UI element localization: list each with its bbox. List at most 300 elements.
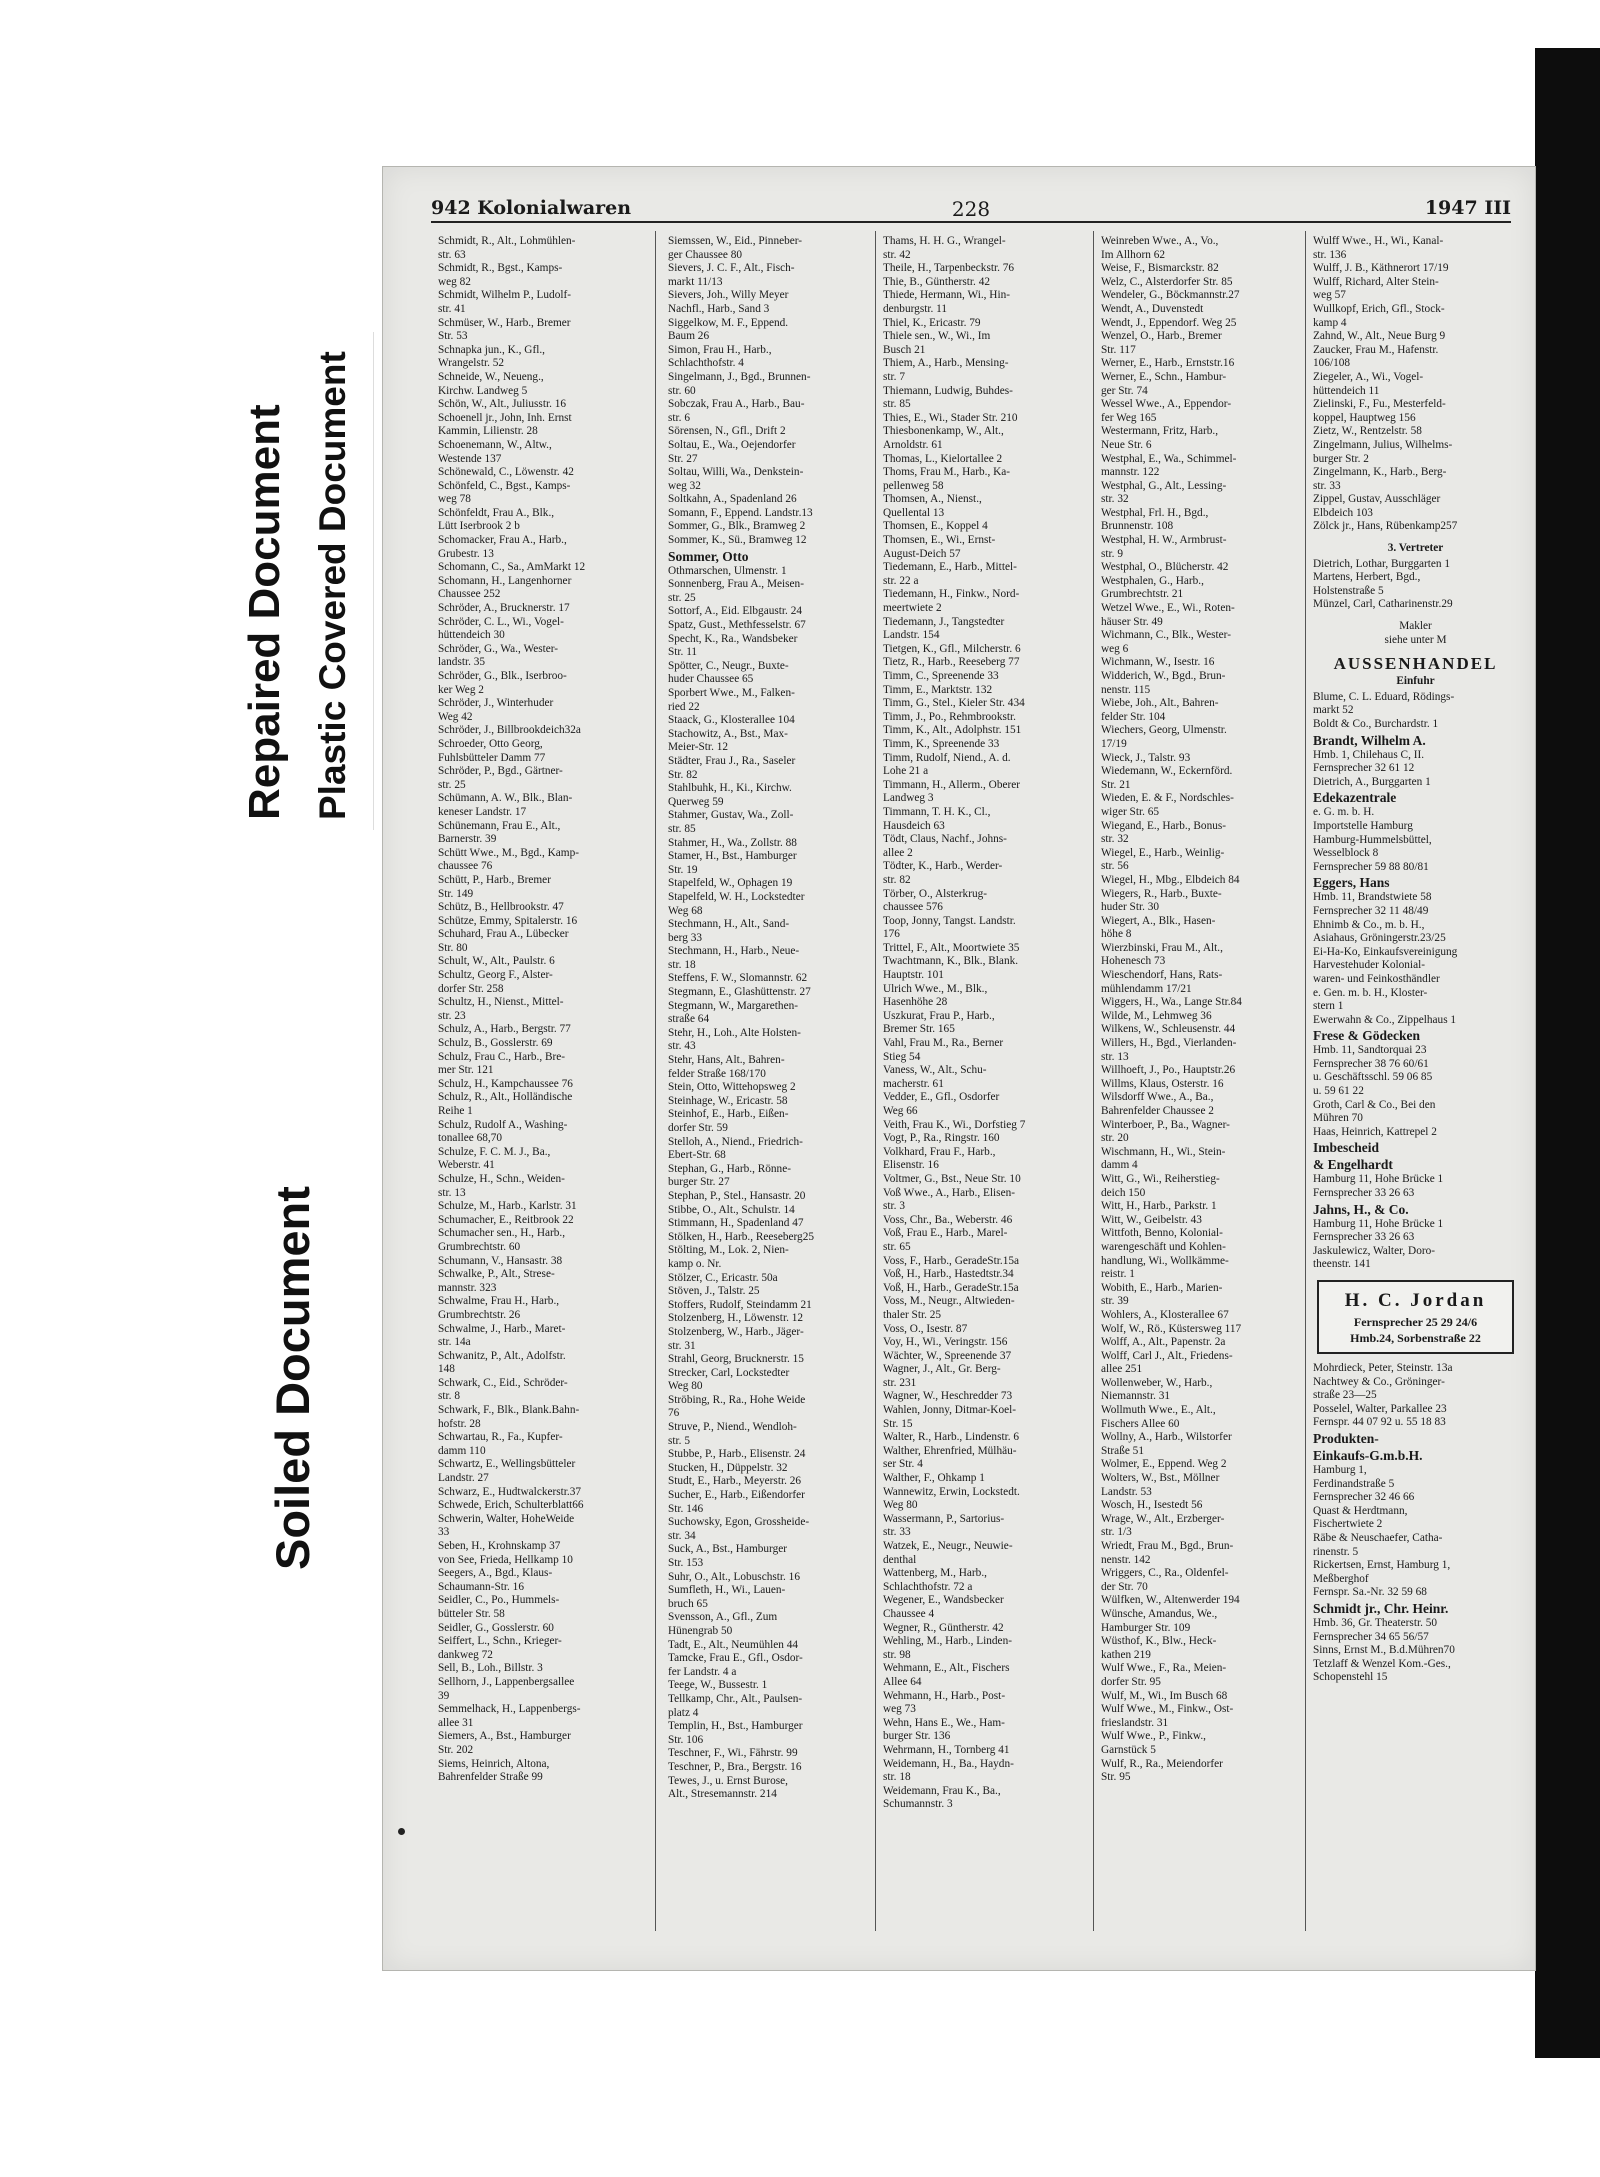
directory-entry-line: Sommer, K., Sü., Bramweg 12 — [668, 534, 807, 547]
directory-entry-line: Singelmann, J., Bgd., Brunnen- — [668, 370, 811, 383]
stamp-soiled-document: Soiled Document — [266, 1186, 319, 1570]
directory-entry-line: Wolmer, E., Eppend. Weg 2 — [1101, 1458, 1227, 1471]
directory-entry-line: Stölken, H., Harb., Reeseberg25 — [668, 1230, 814, 1243]
directory-entry-line: Schönewald, C., Löwenstr. 42 — [438, 466, 574, 479]
directory-entry-line: Teege, W., Bussestr. 1 — [668, 1679, 768, 1692]
directory-entry-line: Fernsprecher 34 65 56/57 — [1313, 1630, 1429, 1643]
directory-entry-line: Thiemann, Ludwig, Buhdes- — [883, 384, 1013, 397]
directory-entry-line: häuser Str. 49 — [1101, 615, 1163, 628]
directory-entry-line: Elbdeich 103 — [1313, 506, 1373, 519]
directory-entry-line: Hauptstr. 101 — [883, 969, 944, 982]
directory-entry-line: Hmb. 11, Sandtorquai 23 — [1313, 1044, 1427, 1057]
directory-entry-line: str. 13 — [438, 1186, 466, 1199]
directory-entry-line: Wiegel, H., Mbg., Elbdeich 84 — [1101, 873, 1240, 886]
directory-entry-line: Schoenemann, W., Altw., — [438, 438, 552, 451]
directory-entry-line: e. Gen. m. b. H., Kloster- — [1313, 986, 1428, 999]
directory-entry-line: 106/108 — [1313, 357, 1351, 370]
stamp-repaired-document: Repaired Document — [240, 404, 289, 820]
directory-entry-line: str. 20 — [1101, 1132, 1129, 1145]
directory-entry-line: Timm, G., Stel., Kieler Str. 434 — [883, 697, 1025, 710]
directory-entry-line: Schwalme, J., Harb., Maret- — [438, 1322, 566, 1335]
directory-entry-line: Straße 51 — [1101, 1444, 1144, 1457]
directory-column-3 — [883, 235, 1083, 1935]
directory-entry-line: Schröder, P., Bgd., Gärtner- — [438, 765, 563, 778]
directory-entry-line: str. 14a — [438, 1336, 471, 1349]
directory-entry-line: str. 39 — [1101, 1295, 1129, 1308]
directory-entry-line: felder Str. 104 — [1101, 710, 1166, 723]
directory-entry-line: Tiedemann, J., Tangstedter — [883, 615, 1005, 628]
directory-entry-line: Schulz, Frau C., Harb., Bre- — [438, 1050, 566, 1063]
directory-entry-line: Vogt, P., Ra., Ringstr. 160 — [883, 1132, 1000, 1145]
column-divider — [875, 231, 876, 1931]
directory-entry-line: nenstr. 115 — [1101, 683, 1151, 696]
directory-entry-line: Tietz, R., Harb., Reeseberg 77 — [883, 656, 1020, 669]
directory-entry-line: Räbe & Neuschaefer, Catha- — [1313, 1531, 1443, 1544]
directory-entry-line: Wilsdorff Wwe., A., Ba., — [1101, 1091, 1214, 1104]
directory-entry-line: Thomas, L., Kielortallee 2 — [883, 452, 1003, 465]
directory-entry-line: Weg 80 — [883, 1499, 918, 1512]
directory-entry-line: Str. 146 — [668, 1502, 704, 1515]
directory-entry-line: Sucher, E., Harb., Eißendorfer — [668, 1489, 805, 1502]
directory-entry-line: denburgstr. 11 — [883, 302, 948, 315]
directory-entry-line: Wrage, W., Alt., Erzberger- — [1101, 1512, 1225, 1525]
directory-entry-line: Tetzlaff & Wenzel Kom.-Ges., — [1313, 1657, 1451, 1670]
directory-entry-line: thaler Str. 25 — [883, 1308, 942, 1321]
directory-entry-line: Schumacher sen., H., Harb., — [438, 1227, 566, 1240]
directory-entry-line: Steinhage, W., Ericastr. 58 — [668, 1094, 788, 1107]
directory-entry-line: Stolzenberg, W., Harb., Jäger- — [668, 1325, 804, 1338]
directory-entry-line: str. 6 — [668, 411, 690, 424]
directory-entry-line: warengeschäft und Kohlen- — [1101, 1240, 1226, 1253]
directory-entry-line: Dietrich, Lothar, Burggarten 1 — [1313, 557, 1451, 570]
directory-entry-line: burger Str. 2 — [1313, 452, 1369, 465]
directory-entry-line: Stolzenberg, H., Löwenstr. 12 — [668, 1312, 804, 1325]
directory-entry-line: Schulze, F. C. M. J., Ba., — [438, 1145, 551, 1158]
directory-entry-line: Spatz, Gust., Methfesselstr. 67 — [668, 619, 806, 632]
directory-entry-line: Sporbert Wwe., M., Falken- — [668, 687, 795, 699]
ad-phone: Fernsprecher 25 29 24/6 — [1353, 1315, 1478, 1329]
directory-entry-line: Allee 64 — [883, 1675, 922, 1688]
directory-entry-line: Wulf Wwe., P., Finkw., — [1101, 1730, 1206, 1743]
directory-entry-line: weg 78 — [438, 493, 471, 506]
directory-entry-line: Timmann, H., Allerm., Oberer — [883, 778, 1021, 791]
directory-entry-line: keneser Landstr. 17 — [438, 805, 527, 818]
directory-entry-line: Weberstr. 41 — [438, 1159, 495, 1172]
directory-entry-line: Zölck jr., Hans, Rübenkamp257 — [1313, 520, 1458, 533]
directory-entry-line: Nachfl., Harb., Sand 3 — [668, 302, 770, 315]
directory-entry-line: str. 1/3 — [1101, 1526, 1132, 1539]
directory-entry-line: burger Str. 27 — [668, 1176, 730, 1189]
directory-entry-line: Voß, Frau E., Harb., Marel- — [883, 1227, 1008, 1240]
directory-entry-line: Wiegel, E., Harb., Weinlig- — [1101, 846, 1225, 859]
directory-entry-line: Witt, G., Wi., Reiherstieg- — [1101, 1172, 1220, 1185]
directory-entry-line: Brunnenstr. 108 — [1101, 520, 1174, 533]
directory-entry-line: Wollenweber, W., Harb., — [1101, 1376, 1213, 1389]
directory-entry-line: Thiem, A., Harb., Mensing- — [883, 357, 1009, 370]
directory-entry-line: Wolters, W., Bst., Möllner — [1101, 1472, 1220, 1485]
directory-entry-line: Schomann, C., Sa., AmMarkt 12 — [438, 561, 586, 574]
directory-entry-line: Chaussee 4 — [883, 1607, 935, 1620]
directory-entry-line: str. 33 — [883, 1526, 911, 1539]
section-title-vertreter: 3. Vertreter — [1387, 542, 1444, 555]
directory-entry-line: Zahnd, W., Alt., Neue Burg 9 — [1313, 330, 1446, 343]
directory-entry-line: Str. 202 — [438, 1743, 474, 1756]
directory-entry-line: Str. 106 — [668, 1733, 704, 1746]
directory-entry-line: Westphal, O., Blücherstr. 42 — [1101, 561, 1229, 574]
directory-entry-line: str. 18 — [883, 1771, 911, 1784]
directory-entry-line: Westermann, Fritz, Harb., — [1101, 425, 1219, 438]
directory-entry-line: Thomsen, E., Wi., Ernst- — [883, 534, 996, 547]
directory-entry-line: kamp 4 — [1313, 316, 1347, 329]
directory-entry-line: Timm, C., Spreenende 33 — [883, 670, 999, 682]
directory-entry-line: Importstelle Hamburg — [1313, 819, 1413, 832]
directory-entry-line: Hmb. 36, Gr. Theaterstr. 50 — [1313, 1616, 1438, 1629]
directory-entry-line: Weinreben Wwe., A., Vo., — [1101, 235, 1219, 247]
directory-entry-line: Soltkahn, A., Spadenland 26 — [668, 493, 797, 506]
directory-entry-line: waren- und Feinkosthändler — [1313, 972, 1440, 985]
directory-entry-line: rinenstr. 5 — [1313, 1545, 1359, 1558]
directory-entry-line: Posselel, Walter, Parkallee 23 — [1313, 1402, 1447, 1415]
ad-address: Hmb.24, Sorbenstraße 22 — [1350, 1331, 1481, 1345]
directory-entry-line: Wannewitz, Erwin, Lockstedt. — [883, 1485, 1020, 1498]
directory-entry-line: Schütz, B., Hellbrookstr. 47 — [438, 901, 564, 914]
directory-entry-line: Wolf, W., Rö., Küstersweg 117 — [1101, 1322, 1242, 1335]
directory-entry-line: Timm, Rudolf, Niend., A. d. — [883, 751, 1011, 764]
directory-entry-line: Wulf Wwe., F., Ra., Meien- — [1101, 1662, 1227, 1675]
directory-entry-line: Wünsche, Amandus, We., — [1101, 1607, 1218, 1620]
directory-column-2 — [668, 235, 868, 1935]
directory-entry-line: koppel, Hauptweg 156 — [1313, 411, 1416, 424]
directory-entry-line: 176 — [883, 928, 900, 941]
directory-entry-line: 148 — [438, 1363, 455, 1376]
directory-entry-line: pellenweg 58 — [883, 479, 944, 492]
directory-entry-line: Fernspr. Sa.-Nr. 32 59 68 — [1313, 1586, 1427, 1599]
directory-entry-line: berg 33 — [668, 931, 702, 944]
directory-entry-line: Schulze, H., Schn., Weiden- — [438, 1172, 565, 1185]
directory-entry-line: Spötter, C., Neugr., Buxte- — [668, 659, 789, 672]
stamp-plastic-covered-document: Plastic Covered Document — [312, 351, 353, 820]
directory-entry-line: Sobczak, Frau A., Harb., Bau- — [668, 398, 805, 411]
directory-entry-line: Wolff, Carl J., Alt., Friedens- — [1101, 1349, 1233, 1362]
directory-entry-line: str. 136 — [1313, 248, 1347, 261]
directory-entry-line: Wulf Wwe., M., Finkw., Ost- — [1101, 1703, 1234, 1716]
directory-entry-line: Str. 82 — [668, 768, 698, 781]
directory-entry-line: Wehn, Hans E., We., Ham- — [883, 1716, 1005, 1729]
directory-entry-line: von See, Frieda, Hellkamp 10 — [438, 1553, 573, 1566]
page-header — [431, 197, 1511, 223]
directory-entry-line: Timm, K., Alt., Adolphstr. 151 — [883, 724, 1022, 737]
directory-entry-line: Schütt, P., Harb., Bremer — [438, 873, 551, 886]
directory-entry-line: Kirchw. Landweg 5 — [438, 384, 528, 397]
directory-entry-line: Landstr. 53 — [1101, 1485, 1152, 1498]
directory-entry-line: Suhr, O., Alt., Lobuschstr. 16 — [668, 1570, 800, 1583]
directory-entry-line: str. 98 — [883, 1648, 911, 1661]
directory-entry-line: Thiel, K., Ericastr. 79 — [883, 316, 981, 329]
directory-column-4 — [1101, 235, 1301, 1935]
directory-entry-line: Schneide, W., Neueng., — [438, 370, 544, 383]
directory-entry-line: Stölting, M., Lok. 2, Nien- — [668, 1244, 789, 1257]
directory-entry-line: reistr. 1 — [1101, 1268, 1135, 1281]
directory-entry-line: Voss, Chr., Ba., Weberstr. 46 — [883, 1213, 1013, 1226]
directory-entry-line: Schütze, Emmy, Spitalerstr. 16 — [438, 914, 578, 927]
directory-entry-line: Weg 80 — [668, 1380, 703, 1393]
directory-entry-line: Jaskulewicz, Walter, Doro- — [1313, 1244, 1436, 1257]
directory-entry-line: Schult, W., Alt., Paulstr. 6 — [438, 955, 555, 968]
directory-entry-line: Sottorf, A., Eid. Elbgaustr. 24 — [668, 605, 802, 618]
directory-entry-line: 33 — [438, 1526, 450, 1539]
directory-entry-line: Wattenberg, M., Harb., — [883, 1567, 987, 1580]
directory-entry-line: denthal — [883, 1553, 917, 1566]
directory-entry-line: Schmüser, W., Harb., Bremer — [438, 316, 571, 329]
directory-entry-line: Fernspr. 44 07 92 u. 55 18 83 — [1313, 1416, 1446, 1429]
directory-entry-line: Sellhorn, J., Lappenbergsallee — [438, 1675, 575, 1688]
directory-entry-line: Thoms, Frau M., Harb., Ka- — [883, 466, 1011, 479]
directory-entry-line: Stahmer, H., Wa., Zollstr. 88 — [668, 836, 797, 849]
directory-entry-line: Thiede, Hermann, Wi., Hin- — [883, 289, 1011, 302]
directory-entry-line: Fernsprecher 32 11 48/49 — [1313, 904, 1429, 917]
directory-entry-line: Voss, O., Isestr. 87 — [883, 1322, 968, 1335]
directory-entry-line: Schulz, A., Harb., Bergstr. 77 — [438, 1023, 571, 1036]
directory-entry-line: Wegener, E., Wandsbecker — [883, 1594, 1004, 1607]
directory-entry-line: Hamburg-Hummelsbüttel, — [1313, 833, 1432, 846]
directory-entry-line: Schwerin, Walter, HoheWeide — [438, 1512, 575, 1525]
directory-entry-line: str. 13 — [1101, 1050, 1129, 1063]
directory-entry-line: Schultz, Georg F., Alster- — [438, 969, 553, 982]
directory-entry-line: Weg 42 — [438, 710, 473, 723]
directory-entry-line: Studt, E., Harb., Meyerstr. 26 — [668, 1475, 802, 1488]
directory-entry-line: Wolff, A., Alt., Papenstr. 2a — [1101, 1336, 1226, 1349]
directory-entry-line: Str. 153 — [668, 1557, 704, 1569]
directory-entry-line: Zippel, Gustav, Ausschläger — [1313, 493, 1441, 506]
directory-entry-line: Stechmann, H., Alt., Sand- — [668, 918, 790, 931]
directory-entry-line: Ebert-Str. 68 — [668, 1149, 726, 1162]
directory-entry-line: Semmelhack, H., Lappenbergs- — [438, 1703, 581, 1716]
directory-entry-line: Veith, Frau K., Wi., Dorfstieg 7 — [883, 1118, 1026, 1131]
directory-entry-line: Schoenell jr., John, Inh. Ernst — [438, 411, 572, 424]
directory-entry-line: Strecker, Carl, Lockstedter — [668, 1366, 790, 1379]
directory-entry-line: Schröder, C. L., Wi., Vogel- — [438, 615, 564, 628]
directory-entry-line: Grubestr. 13 — [438, 547, 494, 560]
directory-entry-line: Schultz, H., Nienst., Mittel- — [438, 996, 564, 1009]
directory-entry-line: str. 85 — [883, 398, 911, 411]
directory-entry-line: Quast & Herdtmann, — [1313, 1504, 1408, 1517]
directory-entry-line: Str. 21 — [1101, 778, 1131, 791]
directory-entry-line: Neue Str. 6 — [1101, 438, 1152, 451]
directory-entry-line: Teschner, P., Bra., Bergstr. 16 — [668, 1760, 802, 1773]
directory-entry-line: Stubbe, P., Harb., Elisenstr. 24 — [668, 1448, 806, 1461]
directory-entry-line: Stachowitz, A., Bst., Max- — [668, 727, 788, 740]
directory-entry-line: Str. 149 — [438, 887, 474, 900]
directory-entry-line: Struve, P., Niend., Wendloh- — [668, 1421, 797, 1434]
directory-entry-line: Wiegand, E., Harb., Bonus- — [1101, 819, 1227, 832]
directory-entry-line: Grumbrechtstr. 60 — [438, 1240, 521, 1253]
directory-entry-line: Stimmann, H., Spadenland 47 — [668, 1217, 804, 1230]
directory-entry-line: Wollny, A., Harb., Wilstorfer — [1101, 1431, 1232, 1444]
directory-entry-line: damm 110 — [438, 1444, 486, 1457]
directory-entry-line: Wessel Wwe., A., Eppendor- — [1101, 398, 1232, 411]
directory-entry-line: Hamburg 1, — [1313, 1463, 1367, 1476]
directory-entry-line: Busch 21 — [883, 343, 926, 356]
directory-entry-line: straße 23—25 — [1313, 1389, 1377, 1402]
directory-entry-line: Schmidt, R., Bgst., Kamps- — [438, 262, 563, 275]
directory-entry-line: Siggelkow, M. F., Eppend. — [668, 316, 789, 329]
directory-entry-line: huder Str. 30 — [1101, 901, 1160, 914]
directory-entry-line: Wittfoth, Benno, Kolonial- — [1101, 1227, 1223, 1240]
directory-entry-line: Bahrenfelder Chaussee 2 — [1101, 1105, 1214, 1117]
directory-entry-line: Garnstück 5 — [1101, 1743, 1156, 1756]
advertisement-box — [1317, 1280, 1514, 1354]
directory-entry-line: Westphal, E., Wa., Schimmel- — [1101, 452, 1237, 465]
directory-entry-line: Schumann, V., Hansastr. 38 — [438, 1254, 563, 1267]
directory-entry-line: str. 7 — [883, 370, 905, 383]
directory-entry-line: Zaucker, Frau M., Hafenstr. — [1313, 343, 1439, 356]
directory-entry-line: dankweg 72 — [438, 1648, 493, 1661]
directory-entry-line: Wulff, Richard, Alter Stein- — [1313, 275, 1439, 288]
directory-entry-line: Schulz, B., Gosslerstr. 69 — [438, 1037, 553, 1050]
directory-entry-line: Wulff, J. B., Käthnerort 17/19 — [1313, 262, 1449, 275]
directory-entry-line: straße 64 — [668, 1013, 710, 1026]
directory-entry-line: Trittel, F., Alt., Moortwiete 35 — [883, 941, 1020, 954]
directory-entry-line: Voß, H., Harb., Hastedtstr.34 — [883, 1268, 1014, 1281]
directory-entry-line: Im Allhorn 62 — [1101, 248, 1166, 261]
margin-bullet-mark — [398, 1828, 405, 1835]
section-title-aussenhandel: AUSSENHANDEL — [1333, 654, 1498, 674]
directory-entry-line: Schönfeld, C., Bgst., Kamps- — [438, 479, 571, 492]
directory-entry-line: Fernsprecher 32 61 12 — [1313, 762, 1415, 775]
directory-entry-line: Schomacker, Frau A., Harb., — [438, 534, 567, 547]
directory-entry-line: str. 63 — [438, 248, 466, 261]
directory-entry-line: Wobith, E., Harb., Marien- — [1101, 1281, 1223, 1294]
directory-entry-line: Schön, W., Alt., Juliusstr. 16 — [438, 398, 567, 411]
directory-entry-line: str. 33 — [1313, 479, 1341, 492]
directory-entry-line: Törber, O., Alsterkrug- — [883, 887, 988, 900]
directory-entry-line: Schwarz, E., Hudtwalckerstr.37 — [438, 1485, 582, 1498]
directory-entry-line: chaussee 76 — [438, 860, 493, 873]
directory-entry-line: Stieg 54 — [883, 1050, 921, 1063]
directory-entry-line: Schwark, C., Eid., Schröder- — [438, 1376, 568, 1389]
directory-entry-line: Wüsthof, K., Blw., Heck- — [1101, 1635, 1217, 1648]
directory-entry-line: Hünengrab 50 — [668, 1624, 733, 1637]
directory-entry-line: Stahmer, Gustav, Wa., Zoll- — [668, 809, 794, 822]
directory-entry-line: Somann, F., Eppend. Landstr.13 — [668, 506, 813, 519]
directory-entry-line: Weidemann, Frau K., Ba., — [883, 1784, 1001, 1797]
directory-entry-line: Hamburg 11, Hohe Brücke 1 — [1313, 1217, 1444, 1230]
directory-entry-line: Frese & Gödecken — [1313, 1028, 1420, 1044]
directory-entry-line: ger Str. 74 — [1101, 384, 1148, 397]
directory-entry-line: dorfer Str. 59 — [668, 1122, 728, 1134]
directory-entry-line: Hamburg 11, Hohe Brücke 1 — [1313, 1173, 1444, 1186]
directory-entry-line: Münzel, Carl, Catharinenstr.29 — [1313, 598, 1453, 611]
directory-entry-line: Wieden, E. & F., Nordschles- — [1101, 792, 1234, 805]
directory-entry-line: Wrangelstr. 52 — [438, 357, 505, 370]
directory-entry-line: Schröder, G., Blk., Iserbroo- — [438, 670, 567, 682]
directory-entry-line: Landweg 3 — [883, 792, 934, 805]
directory-entry-line: Weg 68 — [668, 904, 703, 917]
directory-entry-line: Str. 19 — [668, 863, 698, 876]
directory-entry-line: Stegmann, W., Margarethen- — [668, 999, 798, 1012]
directory-entry-line: Wiegers, R., Harb., Buxte- — [1101, 887, 1222, 900]
directory-entry-line: Schröder, J., Billbrookdeich32a — [438, 724, 581, 737]
directory-entry-line: Str. 27 — [668, 452, 698, 465]
directory-entry-line: Rickertsen, Ernst, Hamburg 1, — [1313, 1559, 1451, 1572]
directory-entry-line: Wassermann, P., Sartorius- — [883, 1512, 1005, 1525]
directory-entry-line: Stapelfeld, W., Ophagen 19 — [668, 877, 793, 890]
directory-entry-line: fer Landstr. 4 a — [668, 1665, 737, 1678]
directory-entry-line: Stegmann, E., Glashüttenstr. 27 — [668, 986, 811, 999]
directory-entry-line: Walther, Ehrenfried, Mülhäu- — [883, 1444, 1017, 1457]
directory-entry-line: wiger Str. 65 — [1101, 805, 1160, 818]
directory-entry-line: u. 59 61 22 — [1313, 1085, 1364, 1098]
directory-entry-line: Wullkopf, Erich, Gfl., Stock- — [1313, 302, 1445, 315]
directory-entry-line: Seiffert, L., Schn., Krieger- — [438, 1635, 562, 1648]
directory-column-1 — [438, 235, 638, 1935]
directory-entry-line: Stephan, G., Harb., Rönne- — [668, 1162, 791, 1175]
directory-entry-line: Templin, H., Bst., Hamburger — [668, 1720, 803, 1733]
directory-entry-line: str. 18 — [668, 958, 696, 971]
directory-entry-line: str. 22 a — [883, 574, 919, 587]
directory-entry-line: Schaumann-Str. 16 — [438, 1580, 524, 1593]
directory-entry-line: Wehrmann, H., Tornberg 41 — [883, 1743, 1010, 1756]
directory-entry-line: Wohlers, A., Klosterallee 67 — [1101, 1308, 1229, 1321]
directory-entry-line: Wenzel, O., Harb., Bremer — [1101, 330, 1222, 343]
directory-entry-line: Westphal, Frl. H., Bgd., — [1101, 506, 1209, 519]
directory-entry-line: Voß Wwe., A., Harb., Elisen- — [883, 1186, 1015, 1199]
directory-entry-line: Reihe 1 — [438, 1105, 473, 1117]
directory-entry-line: Stöven, J., Talstr. 25 — [668, 1285, 760, 1298]
directory-entry-line: Schulz, Rudolf A., Washing- — [438, 1118, 568, 1131]
directory-entry-line: Schulz, R., Alt., Holländische — [438, 1091, 573, 1104]
directory-entry-line: Wendt, A., Duvenstedt — [1101, 302, 1204, 315]
directory-entry-line: Thie, B., Güntherstr. 42 — [883, 275, 990, 288]
directory-entry-line: Wiebe, Joh., Alt., Bahren- — [1101, 697, 1219, 710]
directory-entry-line: mannstr. 323 — [438, 1281, 497, 1294]
directory-entry-line: Sievers, Joh., Willy Meyer — [668, 289, 789, 302]
directory-entry-line: Weidemann, H., Ba., Haydn- — [883, 1757, 1014, 1770]
directory-entry-line: Schulze, M., Harb., Karlstr. 31 — [438, 1200, 577, 1213]
directory-entry-line: Ei-Ha-Ko, Einkaufsvereinigung — [1313, 945, 1458, 958]
directory-entry-line: Boldt & Co., Burchardstr. 1 — [1313, 718, 1439, 730]
directory-entry-line: Zingelmann, Julius, Wilhelms- — [1313, 438, 1453, 451]
directory-entry-line: str. 34 — [668, 1529, 696, 1542]
page-year: 1947 III — [1424, 197, 1511, 219]
directory-entry-line: Welz, C., Alsterdorfer Str. 85 — [1101, 275, 1233, 288]
directory-entry-line: Wosch, H., Isestedt 56 — [1101, 1499, 1203, 1512]
directory-entry-line: Strahl, Georg, Brucknerstr. 15 — [668, 1353, 804, 1366]
directory-entry-line: deich 150 — [1101, 1186, 1146, 1199]
directory-entry-line: chaussee 576 — [883, 901, 943, 914]
directory-entry-line: hüttendeich 11 — [1313, 384, 1380, 397]
directory-entry-line: Tiedemann, E., Harb., Mittel- — [883, 561, 1017, 574]
directory-entry-line: Voss, F., Harb., GeradeStr.15a — [883, 1254, 1020, 1267]
directory-entry-line: Wulff Wwe., H., Wi., Kanal- — [1313, 235, 1444, 247]
directory-entry-line: Ewerwahn & Co., Zippelhaus 1 — [1313, 1013, 1457, 1026]
directory-entry-line: Wriedt, Frau M., Bgd., Brun- — [1101, 1540, 1234, 1552]
directory-entry-line: Landstr. 27 — [438, 1472, 489, 1485]
directory-entry-line: str. 31 — [668, 1339, 696, 1352]
directory-entry-line: Städter, Frau J., Ra., Saseler — [668, 754, 796, 767]
directory-entry-line: Hamburger Str. 109 — [1101, 1621, 1191, 1634]
directory-entry-line: Stephan, P., Stel., Hansastr. 20 — [668, 1189, 806, 1202]
directory-entry-line: Ferdinandstraße 5 — [1313, 1477, 1395, 1490]
directory-entry-line: Wehmann, E., Alt., Fischers — [883, 1662, 1010, 1675]
directory-entry-line: Schmidt, R., Alt., Lohmühlen- — [438, 235, 576, 247]
directory-entry-line: bütteler Str. 58 — [438, 1607, 505, 1620]
directory-entry-line: str. 25 — [668, 591, 696, 604]
ad-company-name: H. C. Jordan — [1344, 1290, 1487, 1311]
directory-entry-line: Voltmer, G., Bst., Neue Str. 10 — [883, 1172, 1021, 1185]
directory-entry-line: Wiechers, Georg, Ulmenstr. — [1101, 724, 1227, 737]
directory-entry-line: Stibbe, O., Alt., Schulstr. 14 — [668, 1203, 795, 1216]
